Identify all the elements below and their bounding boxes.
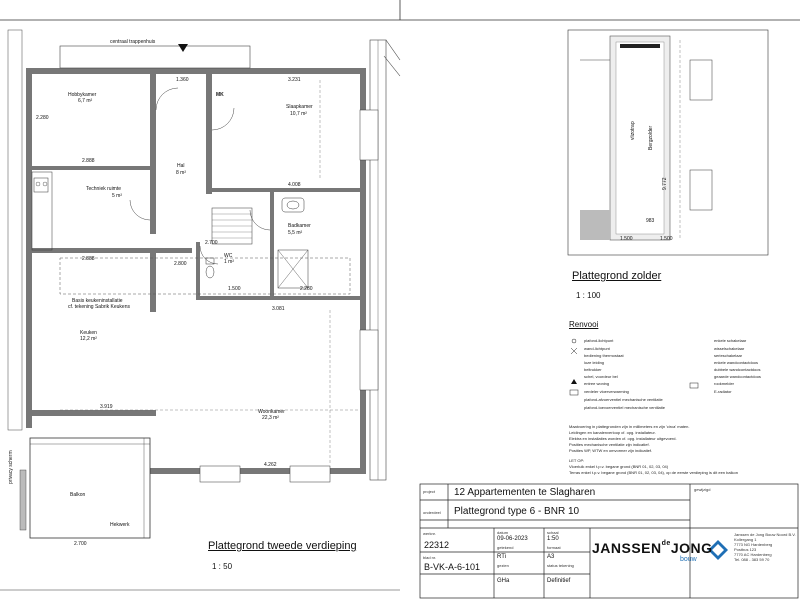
room-area-techniek: 5 m² <box>112 193 122 199</box>
room-area-hal: 8 m² <box>176 170 186 176</box>
room-area-woonkamer: 22,3 m² <box>262 415 279 421</box>
dim: 2.888 <box>82 158 95 164</box>
room-name-hobby: Hobbykamer <box>68 92 97 98</box>
company-address: Kollergang 1 <box>734 537 757 542</box>
hekwerk-label: Hekwerk <box>110 522 130 528</box>
tb-by-label: getekend <box>497 545 514 550</box>
company-sub: bouw <box>680 556 697 563</box>
tb-sheet-label: blad nr. <box>423 555 437 560</box>
legend-note: Posities mechanische ventilatie zijn indicatief. <box>569 442 650 447</box>
dim: 983 <box>646 218 655 224</box>
kitchen-note-2: cf. tekening Sabrik Keukens <box>68 304 130 310</box>
legend-item: loze leiding <box>584 360 605 365</box>
dim: 2.888 <box>82 256 95 262</box>
legend-item: plafond-afvoerventiel mechanische ventilatie <box>584 397 663 402</box>
room-name-balkon: Balkon <box>70 492 86 498</box>
tb-checked-label: gezien <box>497 563 509 568</box>
floor-plan-main <box>8 30 400 538</box>
tb-date-label: datum <box>497 530 509 535</box>
company-address: 7770 AC Hardenberg <box>734 552 772 557</box>
tb-status: Definitief <box>547 578 571 584</box>
company-address: Janssen de Jong Bouw Noord B.V. <box>734 532 796 537</box>
legend-item: dubbele wandcontactdoos <box>714 367 761 372</box>
tb-project: 12 Appartementen te Slagharen <box>454 487 596 498</box>
dim: 4.008 <box>288 182 301 188</box>
dim: 3.081 <box>272 306 285 312</box>
dim: 3.231 <box>288 77 301 83</box>
legend-item: plafond-toevoerventiel mechanische ventilatie <box>584 405 665 410</box>
tb-number-label: werknr. <box>423 531 436 536</box>
legend-item: wisselschakelaar <box>714 346 745 351</box>
tb-revision-label: gewijzigd <box>694 487 711 492</box>
dim: 3.919 <box>100 404 113 410</box>
mk-label: MK <box>216 92 224 98</box>
room-name-slaapkamer: Slaapkamer <box>286 104 313 110</box>
legend-item: enkele schakelaar <box>714 338 747 343</box>
tb-scale-label: schaal <box>547 530 559 535</box>
tb-subject-label: onderdeel <box>423 510 441 515</box>
dim: 2.280 <box>36 115 49 121</box>
plan-main-title: Plattegrond tweede verdieping <box>208 540 357 552</box>
tb-format: A3 <box>547 554 555 560</box>
legend-title: Renvooi <box>569 320 599 329</box>
room-area-slaapkamer: 10,7 m² <box>290 111 307 117</box>
legend-item: wand-lichtpunt <box>584 346 610 351</box>
legend-letop-note: Vloerluik enkel t.p.v. begane grond (BNR 01, 02, 03, 04) <box>569 464 669 469</box>
company-name-end: JONG <box>670 540 713 556</box>
dim: 1.500 <box>228 286 241 292</box>
tb-by: RTi <box>497 554 506 560</box>
room-area-hobby: 6,7 m² <box>78 98 93 104</box>
dim: 2.280 <box>300 286 313 292</box>
legend-note: Posities WP, WTW en omvormer zijn indicatief. <box>569 448 653 453</box>
tb-checked: GHa <box>497 578 510 584</box>
company-name <box>592 540 713 556</box>
legend-item: rookmelder <box>714 381 735 386</box>
tb-number: 22312 <box>424 540 450 550</box>
room-name-wc: WC <box>224 253 233 259</box>
dim: 2.700 <box>205 240 218 246</box>
room-name-woonkamer: Woonkamer <box>258 409 285 415</box>
plan-attic-scale: 1 : 100 <box>576 291 601 300</box>
attic-label-vlizotrap: vlizotrap <box>630 121 636 140</box>
tb-status-label: status tekening <box>547 563 574 568</box>
company-name-mid: de <box>661 540 671 547</box>
dim: 2.800 <box>174 261 187 267</box>
room-area-keuken: 12,2 m² <box>80 336 97 342</box>
legend-item: entree woning <box>584 381 610 386</box>
company-address: 7773 NG Hardenberg <box>734 542 773 547</box>
tb-project-label: project <box>423 489 436 494</box>
company-address: Postbus 123 <box>734 547 757 552</box>
dim: 9.772 <box>662 177 668 190</box>
privacy-screen-label: privacy scherm <box>8 450 14 484</box>
legend-item: enkele wandcontactdoos <box>714 360 759 365</box>
dim: 4.262 <box>264 462 277 468</box>
legend-letop: LET OP: <box>569 458 585 463</box>
stair-label: centraal trappenhuis <box>110 39 156 45</box>
room-area-badkamer: 5,5 m² <box>288 230 303 236</box>
dim: 2.700 <box>74 541 87 547</box>
dim: 1.500 <box>620 236 633 242</box>
company-name-part: JANSSEN <box>592 540 662 556</box>
plan-attic-title: Plattegrond zolder <box>572 270 662 282</box>
legend-item: verdeler vloerverwarming <box>584 389 629 394</box>
dim: 1.360 <box>176 77 189 83</box>
room-name-techniek: Techniek ruimte <box>86 186 122 192</box>
attic-label-bergzolder: Bergzolder <box>648 125 654 150</box>
legend-item: beltrukker <box>584 367 602 372</box>
tb-format-label: formaat <box>547 545 561 550</box>
legend-note: Leidingen en kanalenverloop cf. opg. installateur. <box>569 430 656 435</box>
legend-item: schel, voordeur bel <box>584 374 618 379</box>
room-name-badkamer: Badkamer <box>288 223 311 229</box>
legend-item: serieschakelaar <box>714 353 743 358</box>
room-area-wc: 1 m² <box>224 259 234 265</box>
legend-item: E-radiator <box>714 389 732 394</box>
legend-note: Elektra en installaties worden cf. opg. installateur uitgevoerd. <box>569 436 677 441</box>
floor-plan-attic <box>568 30 768 255</box>
company-address: Tel. 088 - 383 59 70 <box>734 557 770 562</box>
tb-subject: Plattegrond type 6 - BNR 10 <box>454 506 580 517</box>
dim: 1.500 <box>660 236 673 242</box>
legend-note: Maatvoering in plattegronden zijn in millimeters en zijn 'circa' maten. <box>569 424 690 429</box>
room-name-keuken: Keuken <box>80 330 97 336</box>
tb-sheet: B-VK-A-6-101 <box>424 562 481 572</box>
room-name-hal: Hal <box>177 163 185 169</box>
tb-date: 09-06-2023 <box>497 536 528 542</box>
plan-main-scale: 1 : 50 <box>212 562 233 571</box>
kitchen-note-1: Basis keukeninstallatie <box>72 298 123 304</box>
legend-letop-note: Terras enkel t.p.v. begane grond (BNR 01, 02, 03, 04), op de eerste verdieping is dit een balkon <box>569 470 738 475</box>
legend-item: bediening thermostaat <box>584 353 624 358</box>
tb-scale: 1:50 <box>547 536 559 542</box>
legend-item: geaarde wandcontactdoos <box>714 374 761 379</box>
legend-item: plafond-lichtpunt <box>584 338 614 343</box>
